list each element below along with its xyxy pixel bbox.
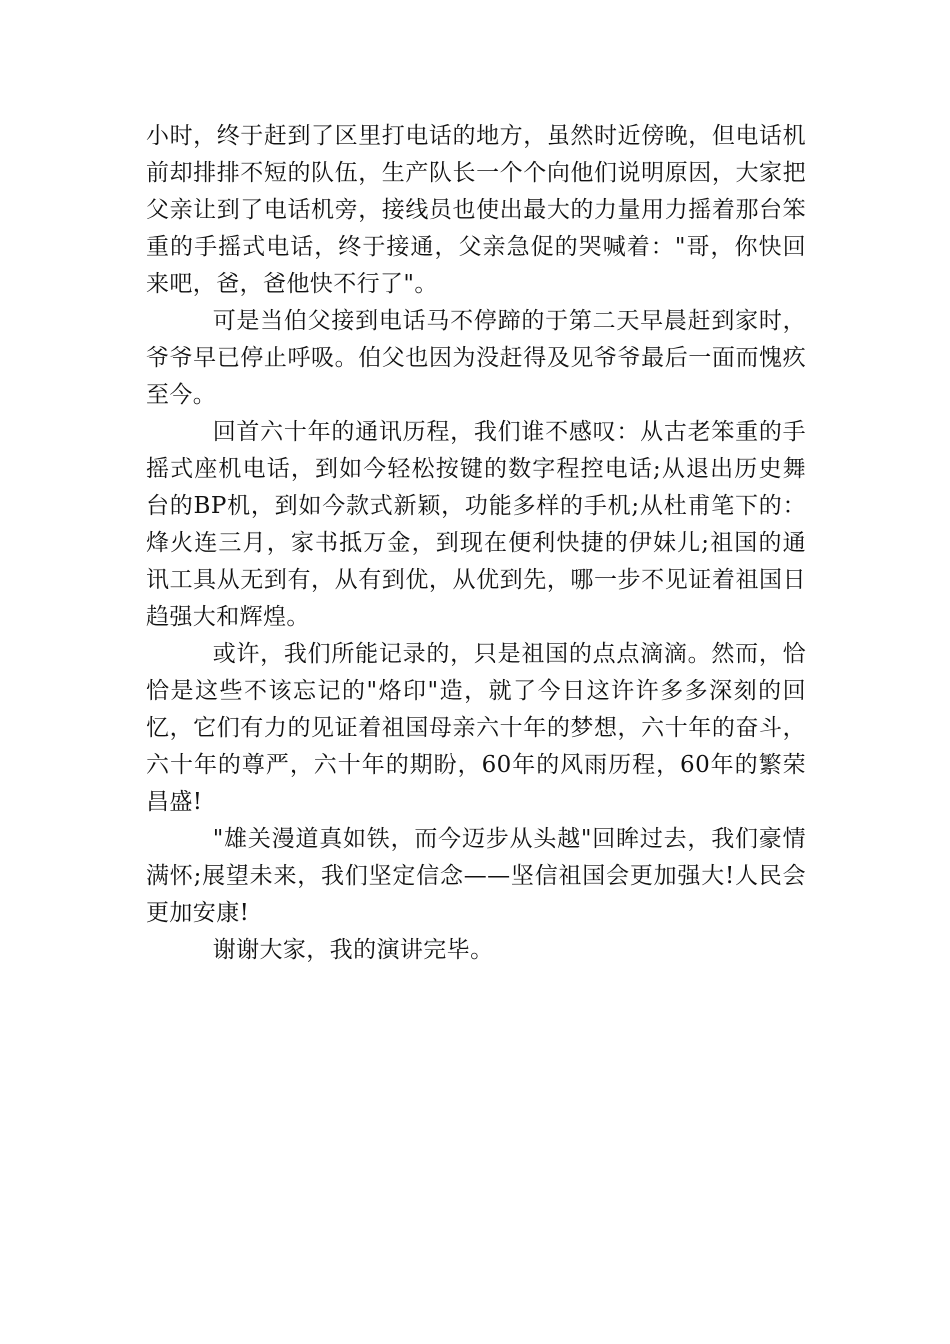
speech-text-body xyxy=(146,118,806,969)
paragraph-memories: 或许，我们所能记录的，只是祖国的点点滴滴。然而，恰恰是这些不该忘记的"烙印"造，就了今日这许许多多深刻的回忆，它们有力的见证着祖国母亲六十年的梦想，六十年的奋斗，六十年的尊严，六十年的期盼，60年的风雨历程，60年的繁荣昌盛! xyxy=(146,641,806,815)
paragraph-future: "雄关漫道真如铁，而今迈步从头越"回眸过去，我们豪情满怀;展望未来，我们坚定信念——坚信祖国会更加强大!人民会更加安康! xyxy=(146,826,806,926)
paragraph-closing: 谢谢大家，我的演讲完毕。 xyxy=(212,937,494,963)
paragraph-continuation: 小时，终于赶到了区里打电话的地方，虽然时近傍晚，但电话机前却排排不短的队伍，生产队长一个个向他们说明原因，大家把父亲让到了电话机旁，接线员也使出最大的力量用力摇着那台笨重的手摇式电话，终于接通，父亲急促的哭喊着："哥，你快回来吧，爸，爸他快不行了"。 xyxy=(146,123,806,297)
paragraph-communication-history: 回首六十年的通讯历程，我们谁不感叹：从古老笨重的手摇式座机电话，到如今轻松按键的数字程控电话;从退出历史舞台的BP机，到如今款式新颖，功能多样的手机;从杜甫笔下的：烽火连三月，家书抵万金，到现在便利快捷的伊妹儿;祖国的通讯工具从无到有，从有到优，从优到先，哪一步不见证着祖国日趋强大和辉煌。 xyxy=(146,419,806,630)
paragraph-uncle-call: 可是当伯父接到电话马不停蹄的于第二天早晨赶到家时，爷爷早已停止呼吸。伯父也因为没赶得及见爷爷最后一面而愧疚至今。 xyxy=(146,308,806,408)
